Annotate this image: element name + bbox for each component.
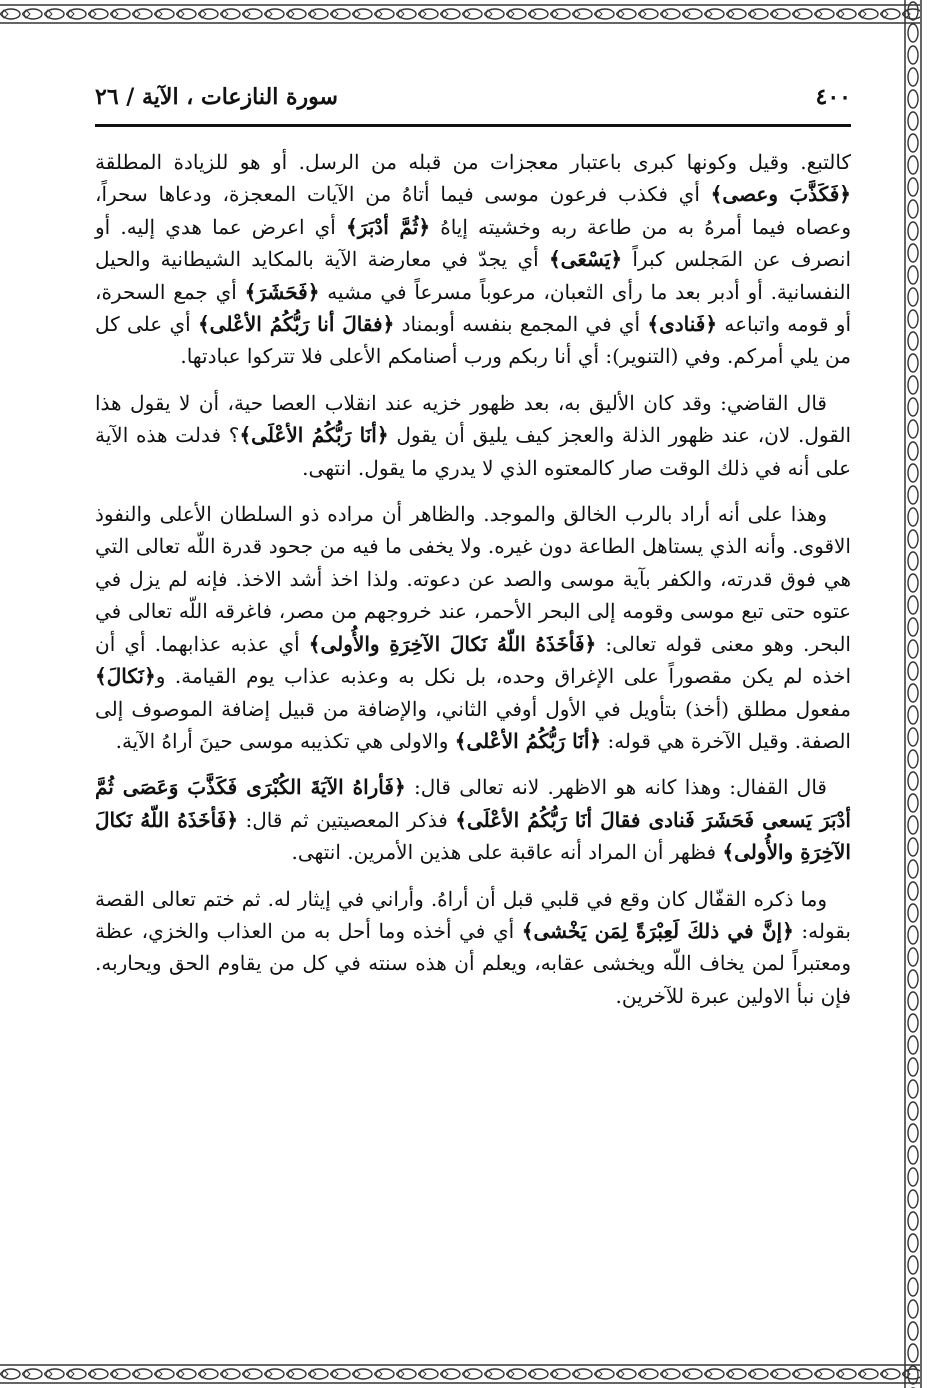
paragraph <box>95 771 851 868</box>
quran-quote: ﴿نَكالَ﴾ <box>95 664 156 689</box>
text-run: والاولى هي تكذيبه موسى حينَ أراهُ الآية. <box>115 728 455 753</box>
text-run: أي في المجمع بنفسه أوبمناد <box>394 312 648 337</box>
quran-quote: ﴿فَأراهُ الآيَةَ الكُبْرَى فَكَذَّبَ وَعَصَى ثُمَّ أدْبَرَ يَسعى فَحَشَرَ فَنادى فقالَ أنَا رَبُّكُمُ الأعْلَى﴾ <box>95 775 851 832</box>
text-run: أي فكذب فرعون موسى فيما أتاهُ من الآيات المعجزة، ودعاها سحراً، وعصاه فيما أمرهُ به من طاعة ربه وخشيته إياهُ <box>95 182 851 239</box>
ornamental-border-bottom <box>0 1360 920 1388</box>
quran-quote: ﴿إنَّ في ذلكَ لَعِبْرَةً لِمَن يَخْشى﴾ <box>521 918 794 943</box>
text-run: فظهر أن المراد أنه عاقبة على هذين الأمرين. انتهى. <box>291 840 723 865</box>
quran-quote: ﴿أنَا رَبُّكُمُ الأعْلَى﴾ <box>239 423 389 448</box>
text-run: قال القفال: وهذا كانه هو الاظهر. لانه تعالى قال: <box>405 775 827 800</box>
text-run: كالتبع. وقيل وكونها كبرى باعتبار معجزات من قبله من الرسل. أو هو للزيادة المطلقة <box>95 150 851 174</box>
paragraph <box>95 146 851 373</box>
text-run: قال القاضي: وقد كان الأليق به، بعد ظهور خزيه عند انقلاب العصا حية، أن لا يقول هذا القول. لان، عند ظهور الذلة والعجز كيف يليق أن يقول <box>95 390 851 448</box>
running-title: سورة النازعات ، الآية / ٢٦ <box>95 84 338 110</box>
main-text <box>95 146 851 1026</box>
paragraph <box>95 498 851 757</box>
page-number: ٤٠٠ <box>815 84 851 110</box>
quran-quote: ﴿فَأخَذَهُ اللّهُ نَكالَ الآخِرَةِ والأُولى﴾ <box>308 631 597 656</box>
text-run: مفعول مطلق (أخذ) بتأويل في الأول أوفي الثاني، والإضافة من قبيل إضافة الموصوف إلى الصفة. وقيل الآخرة هي قوله: <box>95 696 851 753</box>
quran-quote: ﴿فَنادى﴾ <box>647 312 718 337</box>
header-rule <box>95 124 851 127</box>
quran-quote: ﴿فقالَ أنا رَبُّكُمُ الأعْلى﴾ <box>197 312 395 337</box>
text-run: أي جمع السحرة، أو قومه واتباعه <box>95 279 852 337</box>
paragraph <box>95 883 851 1013</box>
text-run: أي يجدّ في معارضة الآية بالمكايد الشيطانية والحيل النفسانية. أو أدبر بعد ما رأى الثعبان، مرعوباً مسرعاً في مشيه <box>95 247 851 304</box>
quran-quote: ﴿أنَا رَبُّكُمُ الأعْلى﴾ <box>454 728 602 753</box>
ornamental-border-top <box>0 0 920 28</box>
quran-quote: ﴿فَأخَذَهُ اللّهُ نَكالَ الآخِرَةِ والأُولى﴾ <box>95 807 851 865</box>
text-run: أي في أخذه وما أحل به من العذاب والخزي، عظة ومعتبراً لمن يخاف اللّه ويخشى عقابه، ويعلم أن هذه سنته في كل من يقاوم الحق ويحاربه. فإن نبأ الاولين عبرة للآخرين. <box>95 918 851 1008</box>
text-run: أي على كل من يلي أمركم. وفي (التنوير): أي أنا ربكم ورب أصنامكم الأعلى فلا تتركوا عبادتها. <box>95 312 851 369</box>
text-run: أي اعرض عما هدي إليه. أو انصرف عن المَجلس كبراً <box>95 214 851 272</box>
quran-quote: ﴿فَكَذَّبَ وعصى﴾ <box>710 182 852 207</box>
text-run: وما ذكره القفّال كان وقع في قلبي قبل أن أراهُ. وأراني في إيثار له. ثم ختم تعالى القصة بقوله: <box>95 886 851 943</box>
text-run: وهذا على أنه أراد بالرب الخالق والموجد. والظاهر أن مراده ذو السلطان الأعلى والنفوذ الاقوى. وأنه الذي يستاهل الطاعة دون غيره. ولا يخفى ما فيه من جحود قدرة اللّه تعالى التي هي فوق قدرته، والكفر بآية موسى والصد عن دعوته. ولذا اخذ أشد الاخذ. فإنه لم يزل في عتوه حتى تبع موسى وقومه إلى البحر الأحمر، عند خروجهم من مصر، فاغرقه اللّه تعالى في البحر. وهو معنى قوله تعالى: <box>95 502 851 656</box>
ornamental-border-right <box>902 0 924 1388</box>
quran-quote: ﴿يَسْعَى﴾ <box>548 247 623 272</box>
text-run: فذكر المعصيتين ثم قال: <box>238 807 456 832</box>
quran-quote: ﴿ثُمَّ أدْبَرَ﴾ <box>345 214 431 239</box>
text-run: أي عذبه عذابهما. أي أن اخذه لم يكن مقصوراً على الإغراق وحده، بل نكل به وعذبه عذاب يوم القيامة. و <box>95 631 851 689</box>
page-header <box>95 78 851 122</box>
paragraph <box>95 387 851 484</box>
text-run: ؟ فدلت هذه الآية على أنه في ذلك الوقت صار كالمعتوه الذي لا يدري ما يقول. انتهى. <box>95 423 851 480</box>
quran-quote: ﴿فَحَشَرَ﴾ <box>244 279 320 304</box>
